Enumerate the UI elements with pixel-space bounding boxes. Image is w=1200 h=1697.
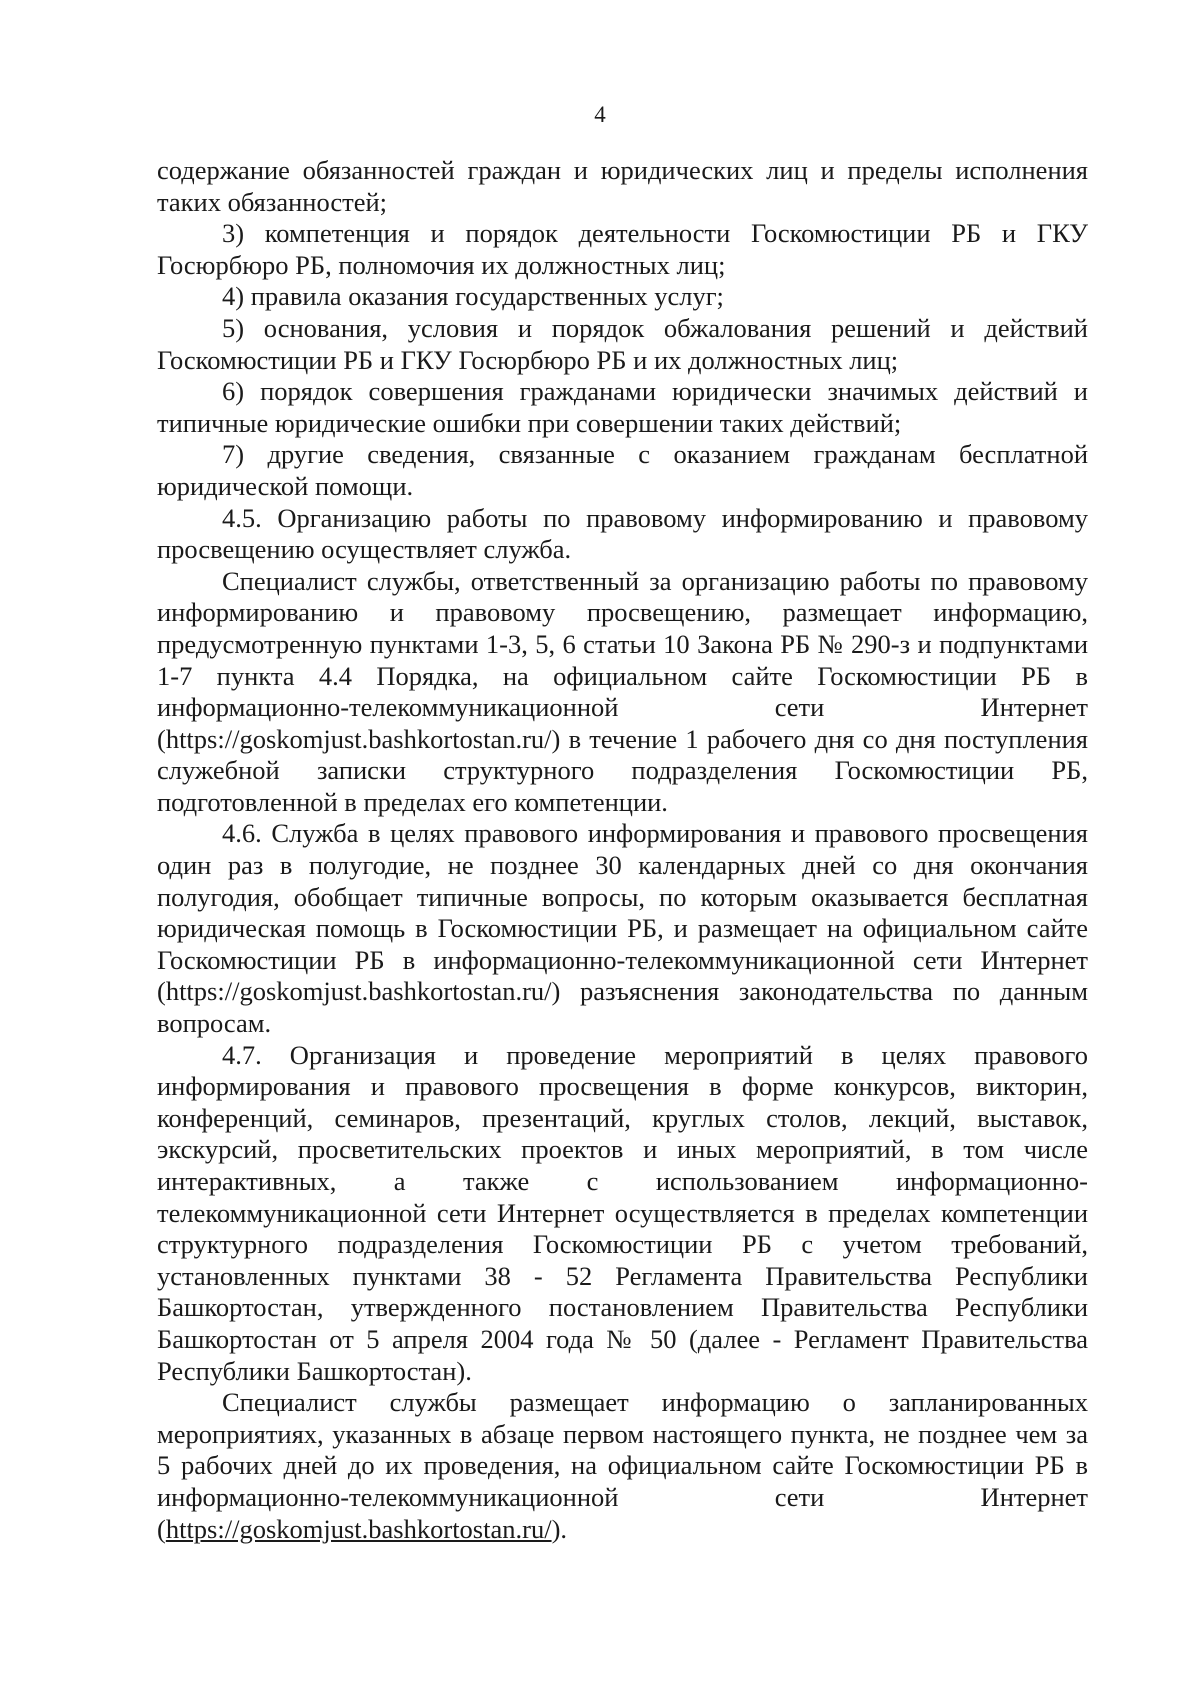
paragraph-continuation: содержание обязанностей граждан и юридических лиц и пределы исполнения таких обязанностей; [157,155,1088,217]
paragraph-specialist-placement: Специалист службы, ответственный за организацию работы по правовому информированию и правовому просвещению, размещает информацию, предусмотренную пунктами 1-3, 5, 6 статьи 10 Закона РБ № 290-з и подпунктами 1-7 пункта 4.4 Порядка, на официальном сайте Госкомюстиции РБ в информационно-телекоммуникационной сети Интернет (https://goskomjust.bashkortostan.ru/) в течение 1 рабочего дня со дня поступления служебной записки структурного подразделения Госкомюстиции РБ, подготовленной в пределах его компетенции. [157,565,1088,817]
paragraph-item-7: 7) другие сведения, связанные с оказанием гражданам бесплатной юридической помощи. [157,439,1088,501]
paragraph-specialist-events [157,1387,1088,1545]
paragraph-item-4: 4) правила оказания государственных услуг; [222,281,724,312]
paragraph-item-6: 6) порядок совершения гражданами юридически значимых действий и типичные юридические ошибки при совершении таких действий; [157,376,1088,438]
goskomjust-link[interactable]: https://goskomjust.bashkortostan.ru/ [165,1513,552,1544]
paragraph-specialist-events-end: ). [551,1513,568,1544]
paragraph-item-5: 5) основания, условия и порядок обжалования решений и действий Госкомюстиции РБ и ГКУ Госюрбюро РБ и их должностных лиц; [157,312,1088,375]
paragraph-4-5: 4.5. Организацию работы по правовому информированию и правовому просвещению осуществляет служба. [157,502,1088,565]
paragraph-4-6: 4.6. Служба в целях правового информирования и правового просвещения один раз в полугодие, не позднее 30 календарных дней со дня окончания полугодия, обобщает типичные вопросы, по которым оказывается бесплатная юридическая помощь в Госкомюстиции РБ, и размещает на официальном сайте Госкомюстиции РБ в информационно-телекоммуникационной сети Интернет (https://goskomjust.bashkortostan.ru/) разъяснения законодательства по данным вопросам. [157,818,1088,1039]
paragraph-item-3: 3) компетенция и порядок деятельности Госкомюстиции РБ и ГКУ Госюрбюро РБ, полномочия их должностных лиц; [157,218,1088,280]
page-number: 4 [594,102,606,127]
document-body [157,155,1088,1545]
paragraph-specialist-events-text: Специалист службы размещает информацию о запланированных мероприятиях, указанных в абзаце первом настоящего пункта, не позднее чем за 5 рабочих дней до их проведения, на официальном сайте Госкомюстиции РБ в информационно-телекоммуникационной сети Интернет ( [157,1387,1088,1544]
paragraph-4-7: 4.7. Организация и проведение мероприятий в целях правового информирования и правового просвещения в форме конкурсов, викторин, конференций, семинаров, презентаций, круглых столов, лекций, выставок, экскурсий, просветительских проектов и иных мероприятий, в том числе интерактивных, а также с использованием информационно-телекоммуникационной сети Интернет осуществляется в пределах компетенции структурного подразделения Госкомюстиции РБ с учетом требований, установленных пунктами 38 - 52 Регламента Правительства Республики Башкортостан, утвержденного постановлением Правительства Республики Башкортостан от 5 апреля 2004 года № 50 (далее - Регламент Правительства Республики Башкортостан). [157,1039,1088,1386]
